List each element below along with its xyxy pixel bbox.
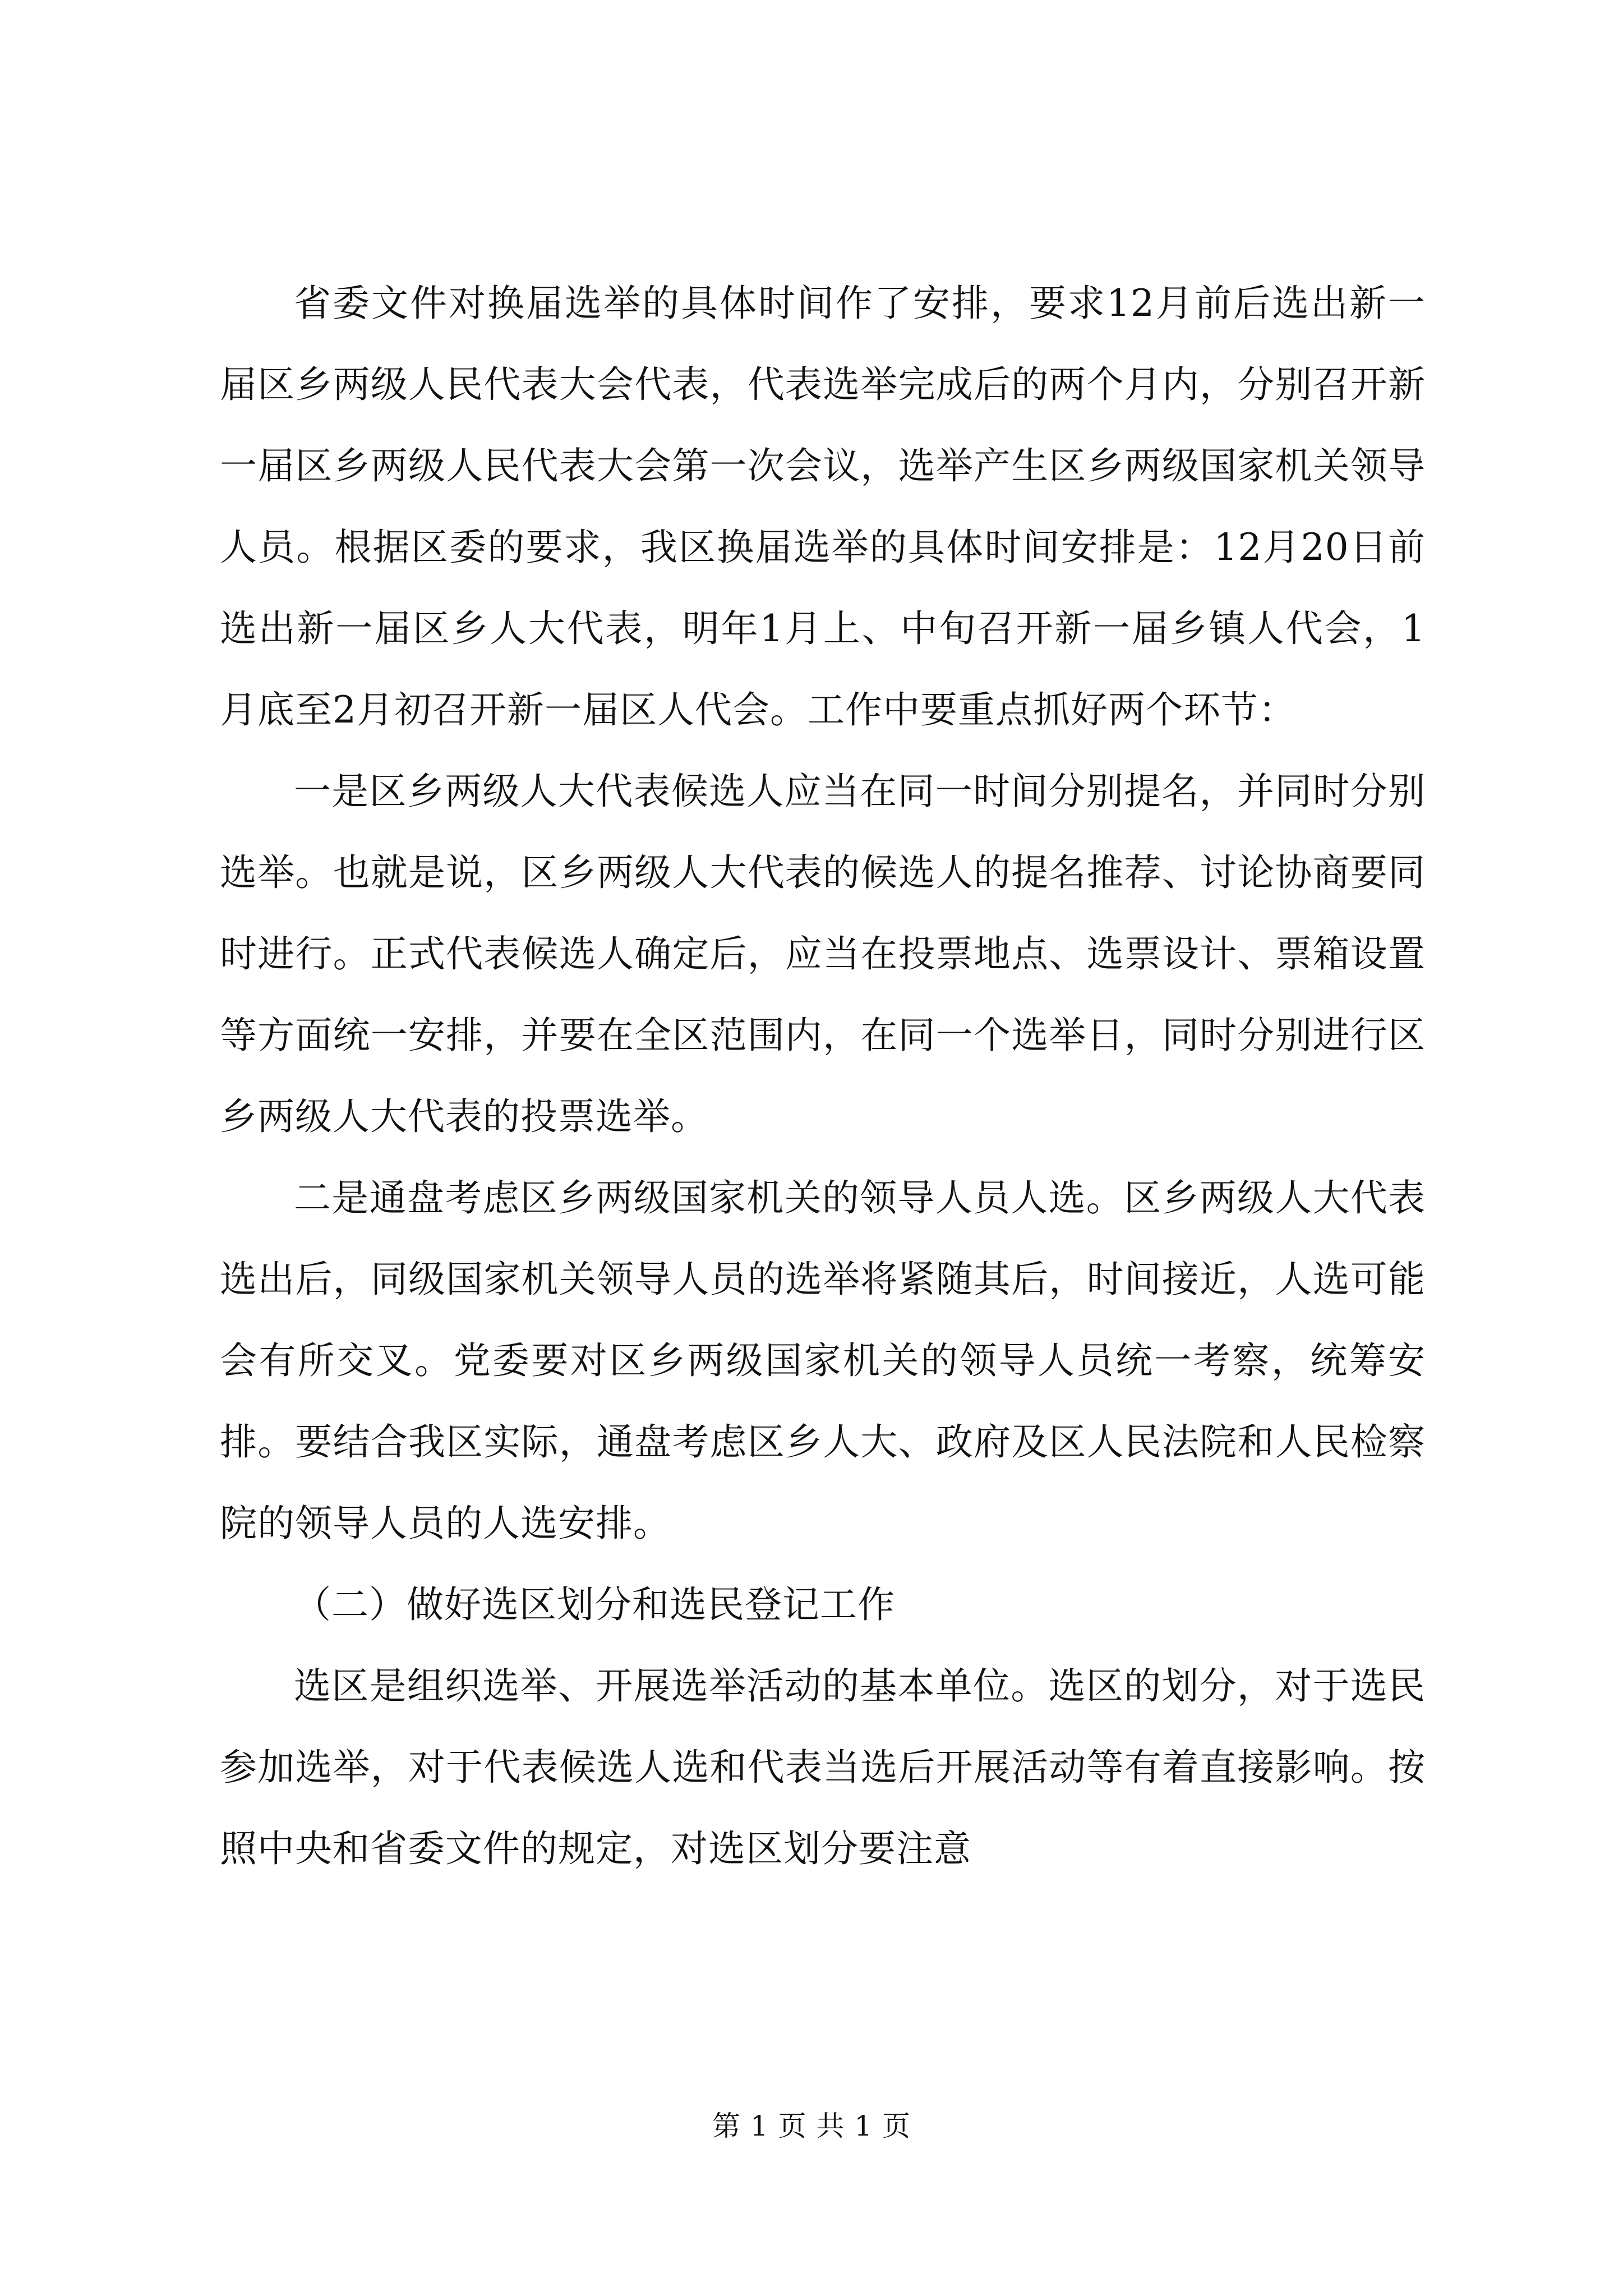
document-body — [220, 263, 1426, 1889]
section-heading: （二）做好选区划分和选民登记工作 — [294, 1583, 895, 1626]
page-footer: 第 1 页 共 1 页 — [712, 2110, 911, 2142]
paragraph-point-one: 一是区乡两级人大代表候选人应当在同一时间分别提名，并同时分别选举。也就是说，区乡两级人大代表的候选人的提名推荐、讨论协商要同时进行。正式代表候选人确定后，应当在投票地点、选票设计、票箱设置等方面统一安排，并要在全区范围内，在同一个选举日，同时分别进行区乡两级人大代表的投票选举。 — [220, 770, 1426, 1138]
paragraph-point-two: 二是通盘考虑区乡两级国家机关的领导人员人选。区乡两级人大代表选出后，同级国家机关领导人员的选举将紧随其后，时间接近，人选可能会有所交叉。党委要对区乡两级国家机关的领导人员统一考察，统筹安排。要结合我区实际，通盘考虑区乡人大、政府及区人民法院和人民检察院的领导人员的人选安排。 — [220, 1176, 1426, 1545]
paragraph-schedule: 省委文件对换届选举的具体时间作了安排，要求12月前后选出新一届区乡两级人民代表大会代表，代表选举完成后的两个月内，分别召开新一届区乡两级人民代表大会第一次会议，选举产生区乡两级国家机关领导人员。根据区委的要求，我区换届选举的具体时间安排是：12月20日前选出新一届区乡人大代表，明年1月上、中旬召开新一届乡镇人代会，1月底至2月初召开新一届区人代会。工作中要重点抓好两个环节： — [220, 282, 1426, 731]
paragraph-district-division: 选区是组织选举、开展选举活动的基本单位。选区的划分，对于选民参加选举，对于代表候选人选和代表当选后开展活动等有着直接影响。按照中央和省委文件的规定，对选区划分要注意 — [220, 1664, 1426, 1870]
